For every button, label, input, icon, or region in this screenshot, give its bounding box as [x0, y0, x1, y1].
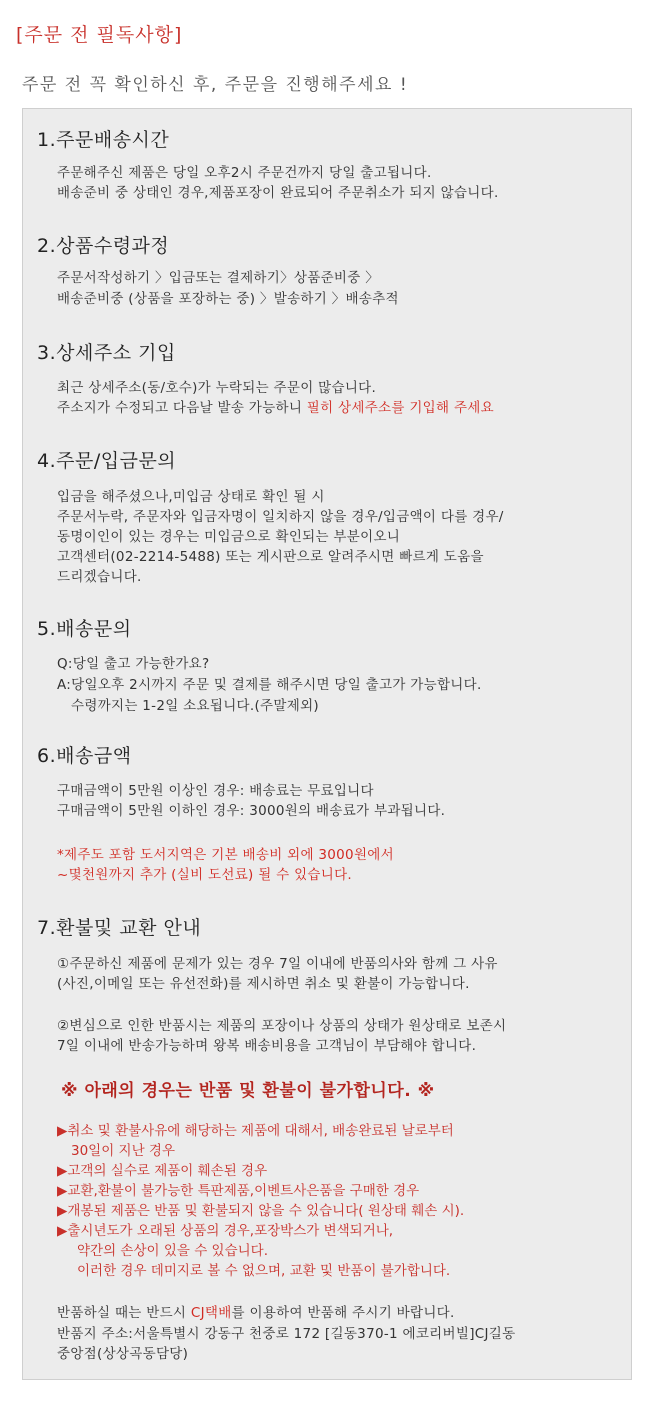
- restriction-text: 개봉된 제품은 반품 및 환불되지 않을 수 있습니다( 원상태 훼손 시).: [67, 1203, 465, 1219]
- return-address: 반품지 주소:서울특별시 강동구 천중로 172 [길동370-1 에코리버빌]CJ길동: [57, 1326, 516, 1342]
- section-line: 구매금액이 5만원 이하인 경우: 3000원의 배송료가 부과됩니다.: [57, 803, 446, 819]
- section-line: ②변심으로 인한 반품시는 제품의 포장이나 상품의 상태가 원상태로 보존시: [57, 1018, 507, 1034]
- restriction-text: 30일이 지난 경우: [71, 1143, 176, 1159]
- restriction-text: 이러한 경우 데미지로 볼 수 없으며, 교환 및 반품이 불가합니다.: [77, 1263, 451, 1279]
- island-fee-note: *제주도 포함 도서지역은 기본 배송비 외에 3000원에서: [57, 847, 394, 863]
- return-text: 반품하실 때는 반드시: [57, 1305, 191, 1321]
- return-text: 를 이용하여 반품해 주시기 바랍니다.: [231, 1305, 455, 1321]
- section-line: (사진,이메일 또는 유선전화)를 제시하면 취소 및 환불이 가능합니다.: [57, 976, 470, 992]
- section-line: 고객센터(02-2214-5488) 또는 게시판으로 알려주시면 빠르게 도움을: [57, 549, 484, 565]
- return-address: 중앙점(상상곡동담당): [57, 1346, 189, 1362]
- address-warning: 필히 상세주소를 기입해 주세요: [306, 400, 494, 416]
- restriction-item: [77, 1239, 268, 1259]
- section-line: 수령까지는 1-2일 소요됩니다.(주말제외): [71, 698, 319, 714]
- section-title-refund: 7.환불및 교환 안내: [37, 917, 202, 939]
- section-line: Q:당일 출고 가능한가요?: [57, 656, 210, 672]
- section-line-text: 주소지가 수정되고 다음날 발송 가능하니: [57, 400, 303, 416]
- section-line: 주문서누락, 주문자와 입금자명이 일치하지 않을 경우/입금액이 다를 경우/: [57, 509, 504, 525]
- section-title-shipping-fee: 6.배송금액: [37, 745, 132, 767]
- restriction-item: [71, 1139, 175, 1159]
- restriction-item: [57, 1119, 454, 1139]
- restriction-item: [57, 1179, 419, 1199]
- triangle-bullet-icon: ▶: [57, 1223, 68, 1239]
- restriction-item: [57, 1199, 464, 1219]
- return-instruction: [57, 1301, 455, 1321]
- island-fee-note: ~몇천원까지 추가 (실비 도선료) 될 수 있습니다.: [57, 867, 353, 883]
- restriction-item: [57, 1159, 267, 1179]
- section-line: 구매금액이 5만원 이상인 경우: 배송료는 무료입니다: [57, 783, 374, 799]
- section-line: A:당일오후 2시까지 주문 및 결제를 해주시면 당일 출고가 가능합니다.: [57, 677, 482, 693]
- section-title-payment: 4.주문/입금문의: [37, 450, 177, 472]
- section-line: [57, 396, 494, 416]
- page-subtitle: 주문 전 꼭 확인하신 후, 주문을 진행해주세요 !: [22, 75, 409, 95]
- section-line: 입금을 해주셨으나,미입금 상태로 확인 될 시: [57, 489, 325, 505]
- restriction-text: 고객의 실수로 제품이 훼손된 경우: [67, 1163, 268, 1179]
- restriction-text: 교환,환불이 불가능한 특판제품,이벤트사은품을 구매한 경우: [67, 1183, 420, 1199]
- triangle-bullet-icon: ▶: [57, 1203, 68, 1219]
- section-line: 주문서작성하기 〉입금또는 결제하기〉상품준비중 〉: [57, 270, 379, 286]
- restriction-text: 약간의 손상이 있을 수 있습니다.: [77, 1243, 268, 1259]
- section-line: 최근 상세주소(동/호수)가 누락되는 주문이 많습니다.: [57, 380, 377, 396]
- triangle-bullet-icon: ▶: [57, 1123, 68, 1139]
- page-title: [주문 전 필독사항]: [16, 24, 183, 46]
- notice-panel: [22, 108, 632, 1380]
- section-title-delivery-time: 1.주문배송시간: [37, 129, 170, 151]
- section-title-shipping-inquiry: 5.배송문의: [37, 618, 132, 640]
- section-line: 주문해주신 제품은 당일 오후2시 주문건까지 당일 출고됩니다.: [57, 165, 432, 181]
- section-line: 배송준비중 (상품을 포장하는 중) 〉발송하기 〉배송추적: [57, 291, 399, 307]
- restriction-item: [77, 1259, 450, 1279]
- triangle-bullet-icon: ▶: [57, 1163, 68, 1179]
- restriction-item: [57, 1219, 393, 1239]
- section-line: 드리겠습니다.: [57, 569, 142, 585]
- no-refund-notice: ※ 아래의 경우는 반품 및 환불이 불가합니다. ※: [61, 1081, 435, 1101]
- section-line: 동명이인이 있는 경우는 미입금으로 확인되는 부분이오니: [57, 529, 401, 545]
- restriction-text: 출시년도가 오래된 상품의 경우,포장박스가 변색되거나,: [67, 1223, 394, 1239]
- section-line: ①주문하신 제품에 문제가 있는 경우 7일 이내에 반품의사와 함께 그 사유: [57, 956, 498, 972]
- restriction-text: 취소 및 환불사유에 해당하는 제품에 대해서, 배송완료된 날로부터: [67, 1123, 454, 1139]
- section-title-receive-process: 2.상품수령과정: [37, 235, 170, 257]
- section-line: 7일 이내에 반송가능하며 왕복 배송비용을 고객님이 부담해야 합니다.: [57, 1038, 477, 1054]
- triangle-bullet-icon: ▶: [57, 1183, 68, 1199]
- section-title-address: 3.상세주소 기입: [37, 342, 176, 364]
- section-line: 배송준비 중 상태인 경우,제품포장이 완료되어 주문취소가 되지 않습니다.: [57, 185, 499, 201]
- courier-name: CJ택배: [190, 1305, 232, 1321]
